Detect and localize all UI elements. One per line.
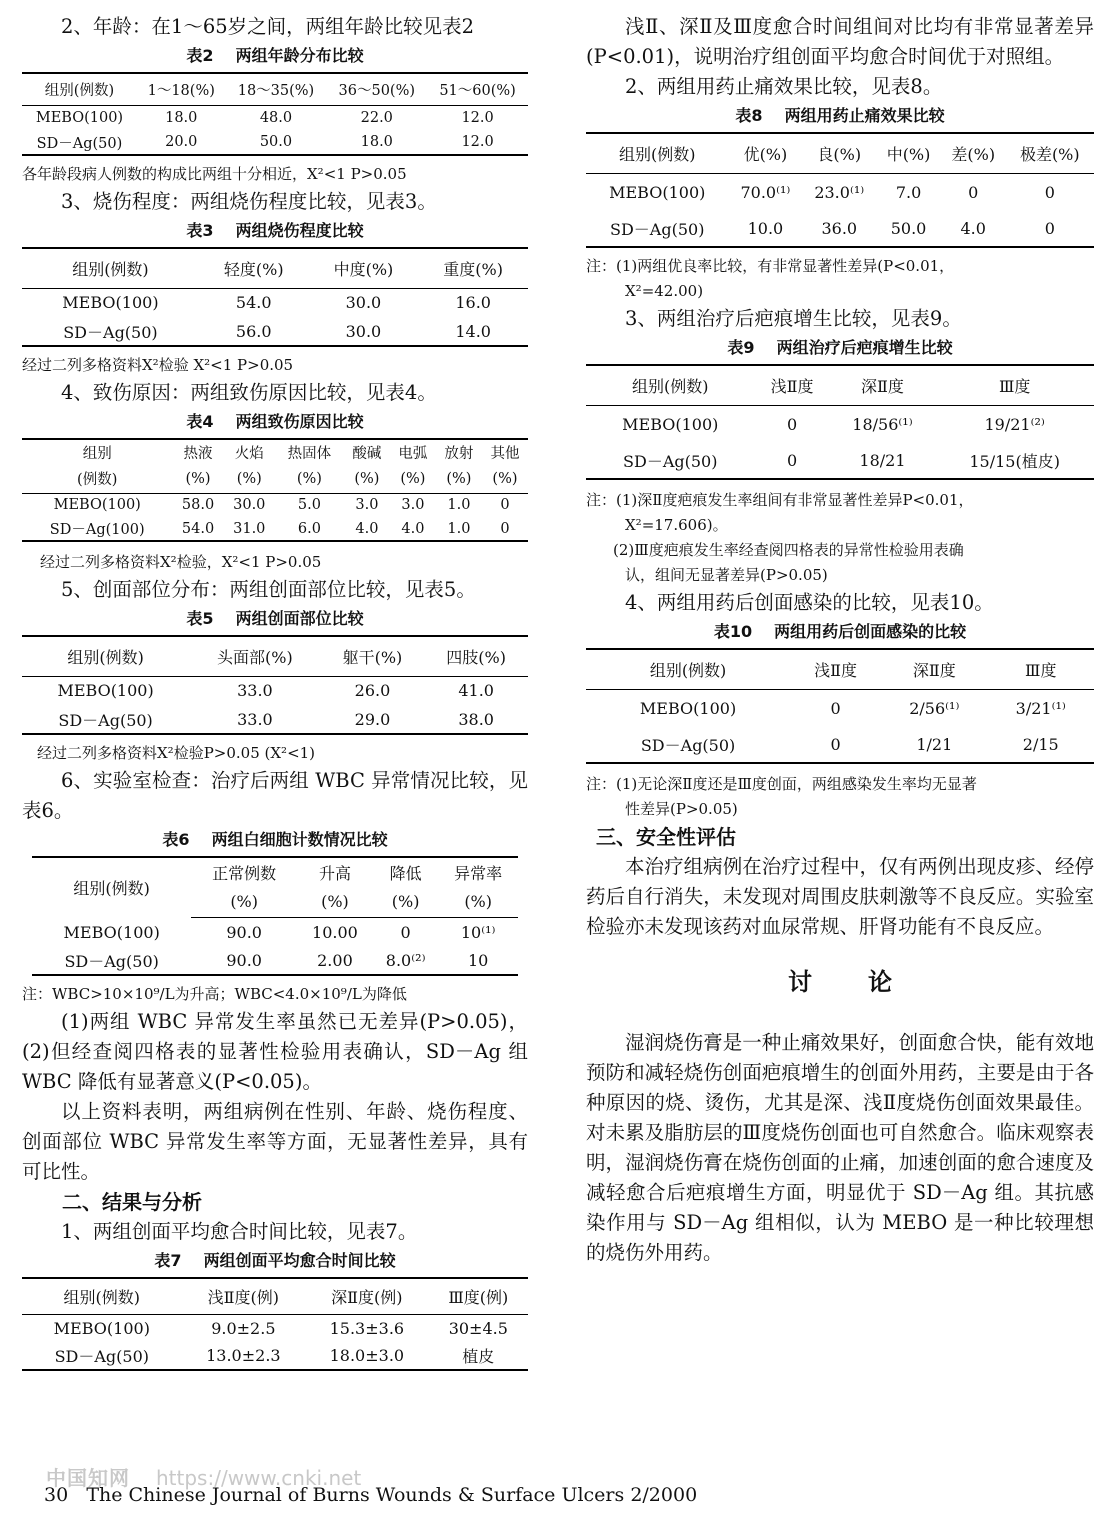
table4-caption xyxy=(22,410,528,434)
table4-injury-cause xyxy=(22,438,528,542)
t8-cell: 7.0 xyxy=(895,182,922,202)
t4-header: (%) xyxy=(172,465,223,493)
t10-header: 组别(例数) xyxy=(586,649,790,689)
t3-cell: SD－Ag(50) xyxy=(63,322,158,342)
table4-title: 两组致伤原因比较 xyxy=(235,412,364,431)
t4-cell: 58.0 xyxy=(181,497,215,514)
t10-cell: 3/21⁽¹⁾ xyxy=(1015,698,1066,718)
t4-header: 组别 xyxy=(82,446,112,462)
t4-cell: 4.0 xyxy=(355,520,379,537)
t5-header: 躯干(%) xyxy=(321,636,425,676)
table10-title: 两组用药后创面感染的比较 xyxy=(774,622,967,641)
paragraph-burn-degree: 3、烧伤程度：两组烧伤程度比较，见表3。 xyxy=(61,190,437,213)
table2-age-distribution xyxy=(22,72,528,156)
t4-cell: 54.0 xyxy=(181,520,215,537)
t10-cell: 2/15 xyxy=(1022,735,1059,754)
table5-caption xyxy=(22,607,528,631)
t2-cell: 48.0 xyxy=(259,109,293,126)
t2-cell: 20.0 xyxy=(165,134,198,150)
t8-cell: 0 xyxy=(968,182,979,202)
t9-cell: 18/56⁽¹⁾ xyxy=(852,414,913,434)
t2-cell: SD－Ag(50) xyxy=(36,135,123,152)
t4-cell: 0 xyxy=(500,497,510,514)
t10-cell: MEBO(100) xyxy=(639,698,737,718)
t2-cell: 12.0 xyxy=(461,134,494,150)
t6-header: (%) xyxy=(438,887,517,917)
table3-note: 经过二列多格资料X²检验 X²<1 P>0.05 xyxy=(22,356,294,374)
t3-cell: 56.0 xyxy=(235,321,272,341)
t5-cell: 41.0 xyxy=(458,681,494,701)
t9-cell: 15/15(植皮) xyxy=(969,452,1060,471)
t8-header: 良(%) xyxy=(802,133,876,173)
t4-header: (%) xyxy=(275,465,344,493)
t7-cell: 9.0±2.5 xyxy=(211,1318,276,1338)
watermark-text: 中国知网 xyxy=(46,1466,130,1490)
t4-cell: 3.0 xyxy=(401,497,425,514)
paragraph-wbc: (1)两组 WBC 异常发生率虽然已无差异(P>0.05)，(2)但经查阅四格表的显著性检验用表确认，SD－Ag 组 WBC 降低有显著意义(P<0.05)。 xyxy=(22,1010,528,1093)
t8-cell: 0 xyxy=(1044,182,1055,202)
t2-cell: 50.0 xyxy=(259,134,293,150)
table6-wbc xyxy=(32,856,518,976)
t10-cell: 1/21 xyxy=(916,735,953,754)
t3-header: 轻度(%) xyxy=(199,248,309,288)
t10-cell: 0 xyxy=(830,698,841,718)
table8-note: 注：(1)两组优良率比较，有非常显著性差异(P<0.01， xyxy=(586,257,955,275)
t4-header: (例数) xyxy=(22,465,172,493)
t4-header: 放射 xyxy=(444,446,474,462)
t6-cell: 10 xyxy=(467,951,489,970)
t6-cell: 90.0 xyxy=(226,951,262,970)
t6-header: 异常率 xyxy=(454,864,503,883)
table2-caption xyxy=(22,44,528,68)
t8-cell: 4.0 xyxy=(960,219,986,238)
t8-cell: 36.0 xyxy=(821,219,858,238)
t8-header: 差(%) xyxy=(941,133,1006,173)
t4-cell: 5.0 xyxy=(297,497,321,514)
table8-note-cont: X²=42.00) xyxy=(625,282,704,300)
table7-heal-time xyxy=(22,1277,528,1371)
t9-cell: 0 xyxy=(786,451,798,470)
t9-cell: 18/21 xyxy=(859,451,906,470)
t6-header: (%) xyxy=(373,887,439,917)
table10-note: 注：(1)无论深Ⅱ度还是Ⅲ度创面，两组感染发生率均无显著 xyxy=(586,775,977,793)
t4-cell: 31.0 xyxy=(233,520,266,537)
t3-cell: 54.0 xyxy=(235,293,272,313)
paragraph-infection: 4、两组用药后创面感染的比较，见表10。 xyxy=(625,591,994,614)
t8-cell: 23.0⁽¹⁾ xyxy=(814,182,865,202)
t5-header: 头面部(%) xyxy=(189,636,320,676)
t3-cell: 30.0 xyxy=(345,321,382,341)
paragraph-discussion: 湿润烧伤膏是一种止痛效果好，创面愈合快，能有效地预防和减轻烧伤创面疤痕增生的创面外用药，主要是由于各种原因的烧、烫伤，尤其是深、浅Ⅱ度烧伤创面效果最佳。对未累及脂肪层的Ⅲ度烧伤创面也可自然愈合。临床观察表明，湿润烧伤膏在烧伤创面的止痛，加速创面的愈合速度及减轻愈合后疤痕增生方面，明显优于 SD－Ag 组。其抗感染作用与 SD－Ag 组相似，认为 MEBO 是一种比较理想的烧伤外用药。 xyxy=(586,1031,1094,1264)
t10-header: Ⅲ度 xyxy=(988,649,1094,689)
table8-pain-relief xyxy=(586,132,1094,248)
t7-cell: 13.0±2.3 xyxy=(206,1346,281,1365)
t7-cell: 15.3±3.6 xyxy=(329,1318,405,1338)
table10-number: 表10 xyxy=(713,622,753,641)
t9-header: 深Ⅱ度 xyxy=(830,365,936,405)
t10-cell: SD－Ag(50) xyxy=(640,736,736,755)
table3-number: 表3 xyxy=(186,221,214,240)
paragraph-summary: 以上资料表明，两组病例在性别、年龄、烧伤程度、创面部位 WBC 异常发生率等方面，无显著性差异，具有可比性。 xyxy=(22,1100,528,1183)
table4-note: 经过二列多格资料X²检验，X²<1 P>0.05 xyxy=(40,553,322,571)
t4-cell: 1.0 xyxy=(447,497,471,514)
t4-cell: 6.0 xyxy=(297,520,321,537)
paragraph-cause: 4、致伤原因：两组致伤原因比较，见表4。 xyxy=(61,381,437,404)
paragraph-age: 2、年龄：在1～65岁之间，两组年龄比较见表2 xyxy=(61,15,475,38)
t6-header: (%) xyxy=(297,887,373,917)
t5-cell: 29.0 xyxy=(354,709,391,729)
t6-header: 降低 xyxy=(389,864,422,883)
t4-header: (%) xyxy=(436,465,482,493)
t8-header: 组别(例数) xyxy=(586,133,728,173)
t9-header: 浅Ⅱ度 xyxy=(755,365,830,405)
t9-header: 组别(例数) xyxy=(586,365,755,405)
t10-header: 深Ⅱ度 xyxy=(881,649,987,689)
t4-cell: 1.0 xyxy=(447,520,471,537)
t4-header: 酸碱 xyxy=(352,446,382,462)
table9-caption xyxy=(586,336,1094,360)
t6-cell: SD－Ag(50) xyxy=(64,952,159,971)
t6-cell: 8.0⁽²⁾ xyxy=(385,951,426,970)
table9-number: 表9 xyxy=(727,338,755,357)
table9-scar xyxy=(586,364,1094,480)
t2-header: 51～60(%) xyxy=(427,73,528,105)
table5-note: 经过二列多格资料X²检验P>0.05 (X²<1) xyxy=(37,744,316,762)
t6-header: 组别(例数) xyxy=(73,879,150,898)
t8-cell: SD－Ag(50) xyxy=(610,220,705,239)
t9-cell: 0 xyxy=(786,414,798,434)
table5-number: 表5 xyxy=(186,609,214,628)
discussion-char-2: 论 xyxy=(868,967,892,996)
t3-cell: MEBO(100) xyxy=(62,293,159,313)
t9-header: Ⅲ度 xyxy=(935,365,1094,405)
t5-header: 四肢(%) xyxy=(424,636,528,676)
t3-header: 组别(例数) xyxy=(22,248,199,288)
paragraph-heal-conclusion: 浅Ⅱ、深Ⅱ及Ⅲ度愈合时间组间对比均有非常显著差异(P<0.01)，说明治疗组创面平均愈合时间优于对照组。 xyxy=(586,15,1094,68)
t6-cell: 10⁽¹⁾ xyxy=(460,922,496,942)
t4-header: (%) xyxy=(482,465,528,493)
paragraph-site: 5、创面部位分布：两组创面部位比较，见表5。 xyxy=(61,578,476,601)
t6-header: 升高 xyxy=(318,864,351,883)
t4-header: (%) xyxy=(390,465,436,493)
table9-note: 注：(1)深Ⅱ度疤痕发生率组间有非常显著性差异P<0.01， xyxy=(586,491,974,509)
page-number: 30 xyxy=(44,1484,69,1506)
table2-note: 各年龄段病人例数的构成比两组十分相近，X²<1 P>0.05 xyxy=(22,165,407,183)
table10-note-cont: 性差异(P>0.05) xyxy=(625,800,738,818)
watermark-url: https://www.cnki.net xyxy=(156,1466,362,1490)
t7-cell: 18.0±3.0 xyxy=(329,1346,405,1365)
t3-header: 中度(%) xyxy=(309,248,419,288)
t4-cell: MEBO(100) xyxy=(53,497,141,514)
t5-cell: 26.0 xyxy=(354,681,391,701)
t10-cell: 0 xyxy=(830,735,841,754)
t8-cell: 50.0 xyxy=(890,219,927,238)
paragraph-safety: 本治疗组病例在治疗过程中，仅有两例出现皮疹、经停药后自行消失，未发现对周围皮肤刺激等不良反应。实验室检验亦未发现该药对血尿常规、肝肾功能有不良反应。 xyxy=(586,855,1094,938)
t4-header: 热固体 xyxy=(287,446,332,462)
table5-wound-site xyxy=(22,635,528,735)
t7-cell: 植皮 xyxy=(462,1347,495,1366)
t10-header: 浅Ⅱ度 xyxy=(790,649,881,689)
t6-cell: MEBO(100) xyxy=(63,922,160,942)
t2-cell: 22.0 xyxy=(360,109,393,126)
t8-header: 优(%) xyxy=(728,133,802,173)
table6-number: 表6 xyxy=(162,830,190,849)
t4-cell: 0 xyxy=(500,520,510,537)
page-footer xyxy=(44,1466,1084,1518)
discussion-char-1: 讨 xyxy=(788,967,812,996)
t5-cell: MEBO(100) xyxy=(57,681,154,701)
t2-cell: MEBO(100) xyxy=(35,109,124,126)
t8-cell: 70.0⁽¹⁾ xyxy=(740,182,791,202)
t4-cell: SD－Ag(100) xyxy=(49,522,145,538)
table9-note-cont: X²=17.606)。 xyxy=(625,516,728,534)
t6-cell: 10.00 xyxy=(312,922,358,942)
t3-cell: 14.0 xyxy=(455,321,491,341)
t4-header: (%) xyxy=(224,465,275,493)
right-column xyxy=(586,12,1094,1268)
paragraph-lab: 6、实验室检查：治疗后两组 WBC 异常情况比较，见表6。 xyxy=(22,769,528,822)
paragraph-scar: 3、两组治疗后疤痕增生比较，见表9。 xyxy=(625,307,962,330)
t3-header: 重度(%) xyxy=(418,248,528,288)
table4-number: 表4 xyxy=(186,412,214,431)
t3-cell: 30.0 xyxy=(345,293,382,313)
running-footer xyxy=(44,1484,697,1506)
table7-number: 表7 xyxy=(154,1251,182,1270)
t7-cell: SD－Ag(50) xyxy=(54,1347,150,1366)
t5-cell: 33.0 xyxy=(237,681,273,701)
paragraph-pain: 2、两组用药止痛效果比较，见表8。 xyxy=(625,75,943,98)
left-column xyxy=(22,12,528,1371)
table8-number: 表8 xyxy=(735,106,763,125)
t7-header: 组别(例数) xyxy=(22,1278,182,1314)
t2-cell: 12.0 xyxy=(461,109,494,126)
t5-cell: SD－Ag(50) xyxy=(58,710,153,730)
table9-title: 两组治疗后疤痕增生比较 xyxy=(776,338,953,357)
heading-discussion xyxy=(586,962,1094,1002)
table7-caption xyxy=(22,1249,528,1273)
t7-cell: 30±4.5 xyxy=(448,1318,508,1338)
t7-header: 深Ⅱ度(例) xyxy=(305,1278,429,1314)
journal-issue: 2/2000 xyxy=(630,1484,698,1506)
t5-cell: 33.0 xyxy=(237,709,273,729)
t5-header: 组别(例数) xyxy=(22,636,189,676)
t2-header: 18～35(%) xyxy=(226,73,327,105)
table2-title: 两组年龄分布比较 xyxy=(235,46,364,65)
t10-cell: 2/56⁽¹⁾ xyxy=(909,698,960,718)
t6-cell: 0 xyxy=(400,922,411,942)
heading-safety: 三、安全性评估 xyxy=(596,825,736,849)
t4-header: 火焰 xyxy=(234,446,264,462)
t4-header: 其他 xyxy=(490,446,520,462)
t7-header: 浅Ⅱ度(例) xyxy=(182,1278,306,1314)
t8-cell: MEBO(100) xyxy=(609,182,706,202)
t6-header: (%) xyxy=(191,887,297,917)
t2-header: 36～50(%) xyxy=(326,73,427,105)
t9-cell: MEBO(100) xyxy=(622,414,719,434)
t7-cell: MEBO(100) xyxy=(53,1318,150,1338)
t6-cell: 90.0 xyxy=(226,922,262,942)
t4-header: 电弧 xyxy=(398,446,428,462)
t4-cell: 3.0 xyxy=(355,497,379,514)
t6-header: 正常例数 xyxy=(212,864,277,883)
table6-caption xyxy=(22,828,528,852)
table5-title: 两组创面部位比较 xyxy=(235,609,364,628)
table9-note-2-cont: 认，组间无显著差异(P>0.05) xyxy=(625,566,828,584)
t4-header: (%) xyxy=(344,465,390,493)
t8-cell: 10.0 xyxy=(747,219,784,238)
table3-burn-degree xyxy=(22,247,528,347)
t3-cell: 16.0 xyxy=(455,293,491,313)
t9-cell: 19/21⁽²⁾ xyxy=(984,414,1045,434)
table7-title: 两组创面平均愈合时间比较 xyxy=(203,1251,396,1270)
t9-cell: SD－Ag(50) xyxy=(623,452,718,471)
t2-cell: 18.0 xyxy=(360,134,393,150)
table6-title: 两组白细胞计数情况比较 xyxy=(211,830,388,849)
t8-header: 极差(%) xyxy=(1006,133,1094,173)
table3-caption xyxy=(22,219,528,243)
t8-header: 中(%) xyxy=(876,133,941,173)
t4-cell: 4.0 xyxy=(401,520,425,537)
table8-caption xyxy=(586,104,1094,128)
t2-header: 组别(例数) xyxy=(22,73,137,105)
t4-header: 热液 xyxy=(183,446,213,462)
table6-note: 注：WBC>10×10⁹/L为升高；WBC<4.0×10⁹/L为降低 xyxy=(22,985,407,1003)
journal-title: The Chinese Journal of Burns Wounds xyxy=(86,1484,452,1506)
table8-title: 两组用药止痛效果比较 xyxy=(784,106,945,125)
t2-cell: 18.0 xyxy=(165,109,198,126)
table9-note-2: (2)Ⅲ度疤痕发生率经查阅四格表的异常性检验用表确 xyxy=(613,541,964,559)
table3-title: 两组烧伤程度比较 xyxy=(235,221,364,240)
t4-cell: 30.0 xyxy=(233,497,266,514)
table10-infection xyxy=(586,648,1094,764)
table10-caption xyxy=(586,620,1094,644)
t5-cell: 38.0 xyxy=(458,709,494,729)
paragraph-heal-time: 1、两组创面平均愈合时间比较，见表7。 xyxy=(61,1220,418,1243)
journal-ampersand: & xyxy=(457,1484,475,1506)
journal-title-2: Surface Ulcers xyxy=(480,1484,625,1506)
t2-header: 1～18(%) xyxy=(137,73,226,105)
t6-cell: 2.00 xyxy=(317,951,353,970)
t7-header: Ⅲ度(例) xyxy=(429,1278,528,1314)
table2-number: 表2 xyxy=(186,46,214,65)
t8-cell: 0 xyxy=(1044,219,1055,238)
heading-results: 二、结果与分析 xyxy=(62,1190,202,1214)
